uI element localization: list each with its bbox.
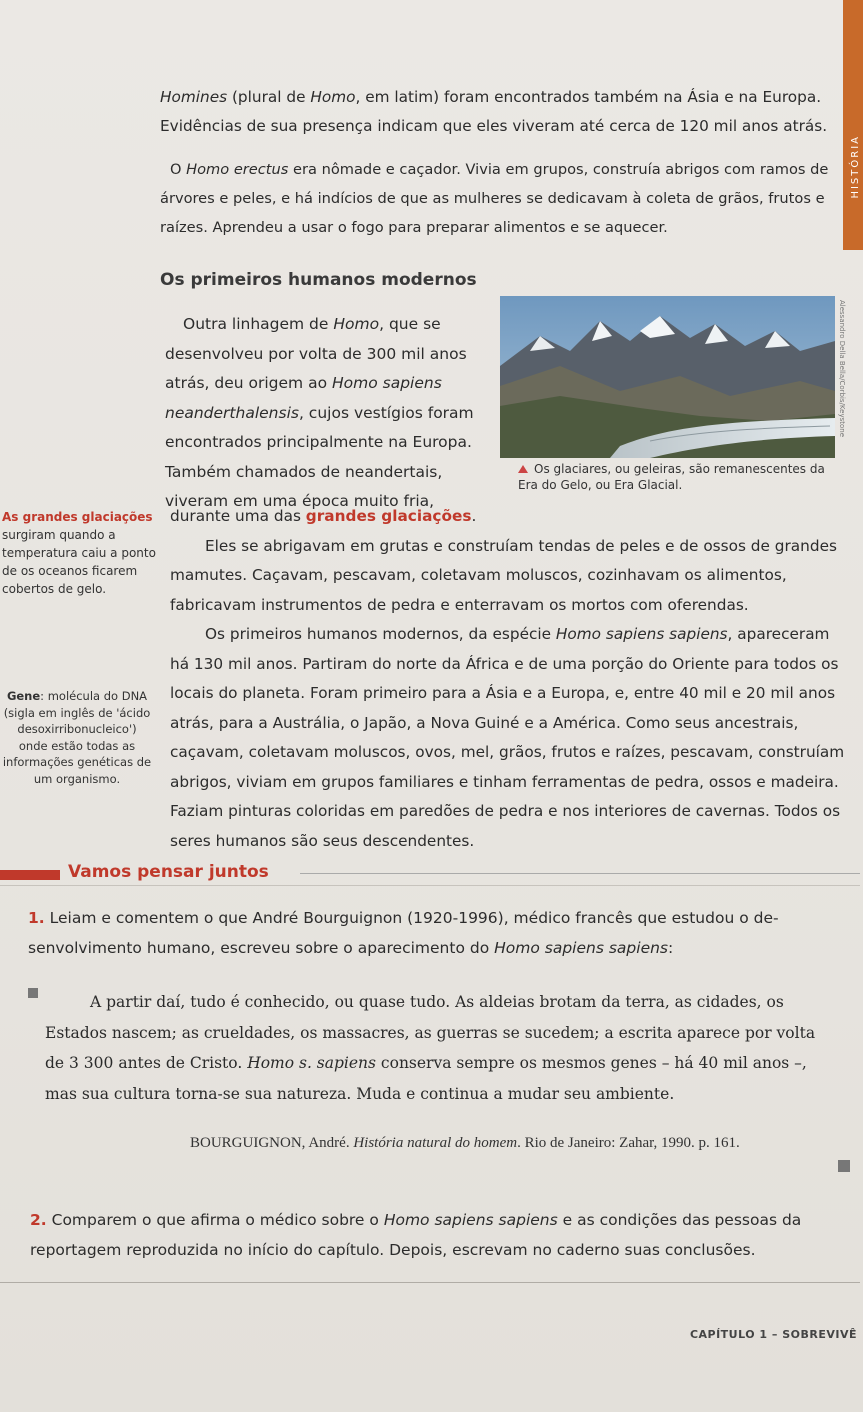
sapiens-paragraph: [170, 620, 850, 856]
quote-end-icon: [838, 1160, 850, 1172]
q2-text-c: e as condições das pessoas da reportagem reproduzida no início do capítulo. Depois, escrevam no caderno suas conclusões.: [30, 1211, 802, 1259]
intro2-term: Homo erectus: [186, 161, 289, 178]
q2-text-a: Comparem o que afirma o médico sobre o: [51, 1211, 384, 1229]
col-text-a: Outra linhagem de: [183, 315, 334, 333]
glaciations-highlight: grandes glaciações: [305, 507, 472, 525]
subject-tab: [843, 0, 863, 250]
intro-paragraph-2: [160, 155, 840, 242]
neanderthal-paragraph: [165, 310, 495, 517]
question-2-number: 2.: [30, 1211, 47, 1229]
q1-text-c: :: [668, 938, 674, 957]
cont-text-b: .: [471, 507, 477, 525]
q1-text-a: Leiam e comentem o que André Bourguignon (1920-1996), médico francês que estudou o desenvolvimento humano, escreveu sobre o aparecimento do: [28, 908, 779, 957]
glacier-photo: [500, 296, 835, 458]
q1-term: Homo sapiens sapiens: [494, 938, 669, 957]
intro2-text-a: O: [170, 161, 187, 178]
question-2: [30, 1205, 850, 1265]
intro-term-homo: Homo: [310, 88, 356, 106]
shelter-paragraph: Eles se abrigavam em grutas e construíam tendas de peles e de ossos de grandes mamutes. Caçavam, pescavam, coletavam moluscos, cozinhavam os alimentos, fabricavam instrumentos de pedra e enterravam os mortos com oferendas.: [170, 536, 837, 614]
p3-text-c: , apareceram há 130 mil anos. Partiram do norte da África e de uma porção do Oriente para todos os locais do planeta. Foram primeiro para a Ásia e a Europa, e, entre 40 mil e 20 mil anos atrás, para a Austrália, o Japão, a Nova Guiné e a América. Como seus ancestrais, caçavam, coletavam moluscos, ovos, mel, grãos, frutos e raízes, pescavam, construíam abrigos, viviam em grupos familiares e tinham ferramentas de pedra, ossos e madeira. Faziam pinturas coloridas em paredões de pedra e nos interiores de cavernas. Todos os seres humanos são seus descendentes.: [170, 625, 845, 850]
bourguignon-quote: [45, 987, 835, 1109]
col-text-c: , que se desenvolveu por volta de 300 mil anos atrás, deu origem ao: [165, 315, 467, 392]
caption-triangle-icon: [518, 465, 528, 473]
glossary-term-glaciations: As grandes glaciações: [2, 510, 153, 524]
intro-text: (plural de: [227, 88, 311, 106]
question-1-number: 1.: [28, 908, 45, 927]
col-term-homo: Homo: [333, 315, 380, 333]
intro2-text-c: era nômade e caçador. Vivia em grupos, construía abrigos com ramos de árvores e peles, e há indícios de que as mulheres se dedicavam à coleta de grãos, frutos e raízes. Aprendeu a usar o fogo para preparar alimentos e se aquecer.: [160, 161, 829, 236]
cont-text-a: durante uma das: [170, 507, 306, 525]
question-1: [28, 903, 848, 963]
glossary-text-gene: : molécula do DNA (sigla em inglês de 'ácido desoxirribonucleico') onde estão todas as informações genéticas de um organismo.: [2, 689, 152, 786]
bottom-divider: [0, 1282, 860, 1283]
intro-text-rest: , em latim) foram encontrados também na Ásia e na Europa. Evidências de sua presença indicam que eles viveram até cerca de 120 mil anos atrás.: [160, 88, 828, 135]
quote-source: [190, 1135, 830, 1152]
p3-term: Homo sapiens sapiens: [555, 625, 728, 643]
activity-bar: [0, 870, 60, 880]
section-title: Os primeiros humanos modernos: [160, 270, 477, 290]
q2-term: Homo sapiens sapiens: [383, 1211, 558, 1229]
photo-caption: [518, 461, 838, 493]
main-continuation: [170, 502, 850, 856]
col-term-neanderthal: Homo sapiens neanderthalensis: [165, 374, 442, 422]
subject-tab-label: HISTÓRIA: [850, 135, 861, 199]
quote-text-c: conserva sempre os mesmos genes – há 40 mil anos –, mas sua cultura torna-se sua natureza. Muda e continua a mudar seu ambiente.: [45, 1054, 807, 1103]
activity-divider: [300, 873, 860, 874]
source-author: BOURGUIGNON, André.: [190, 1135, 354, 1151]
glossary-glaciations: [2, 508, 162, 598]
chapter-footer: CAPÍTULO 1 – SOBREVIVÊ: [689, 1328, 857, 1341]
col-text-e: , cujos vestígios foram encontrados principalmente na Europa. Também chamados de neandertais, viveram em uma época muito fria,: [165, 403, 474, 510]
quote-term: Homo s. sapiens: [247, 1054, 376, 1072]
source-publisher: . Rio de Janeiro: Zahar, 1990. p. 161.: [517, 1135, 740, 1151]
glossary-text-glaciations: surgiram quando a temperatura caiu a ponto de os oceanos ficarem cobertos de gelo.: [2, 528, 156, 596]
p3-text-a: Os primeiros humanos modernos, da espécie: [205, 625, 556, 643]
intro-term: Homines: [160, 88, 228, 106]
glacier-illustration: [500, 296, 835, 458]
glossary-gene: [2, 688, 152, 787]
caption-text: Os glaciares, ou geleiras, são remanescentes da Era do Gelo, ou Era Glacial.: [518, 462, 825, 492]
quote-start-icon: [28, 988, 38, 998]
activity-title: Vamos pensar juntos: [68, 862, 269, 882]
glossary-term-gene: Gene: [6, 689, 41, 703]
photo-credit: Alessandro Della Bella/Corbis/Keystone: [838, 300, 846, 438]
intro-paragraph-1: [160, 83, 840, 141]
quote-text-a: A partir daí, tudo é conhecido, ou quase tudo. As aldeias brotam da terra, as cidades, os Estados nascem; as crueldades, os massacres, as guerras se sucedem; a escrita aparece por volta de 3 300 antes de Cristo.: [45, 993, 816, 1072]
source-title: História natural do homem: [353, 1135, 518, 1151]
